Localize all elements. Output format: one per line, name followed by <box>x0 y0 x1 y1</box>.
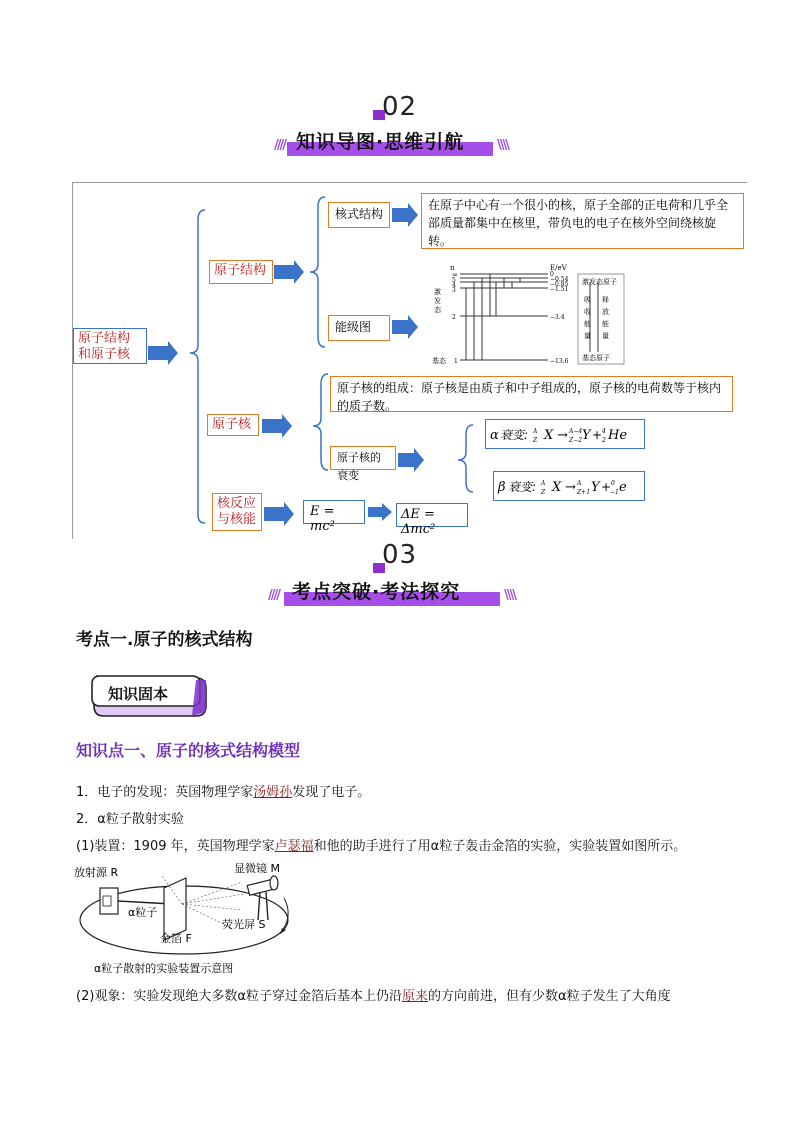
svg-text:−13.6: −13.6 <box>550 358 569 365</box>
node-atom-structure: 原子结构 <box>209 260 273 284</box>
mass-energy-formula: E = mc² <box>303 500 365 524</box>
svg-text:量: 量 <box>602 332 609 340</box>
svg-text:能: 能 <box>584 320 591 328</box>
section-number: 03 <box>382 540 418 570</box>
svg-text:−1: −1 <box>610 489 619 496</box>
slash-decoration-left: //// <box>274 138 285 153</box>
paragraph-line-3: (1)装置：1909 年，英国物理学家卢瑟福和他的助手进行了用α粒子轰击金箔的实验，实验装置如图所示。 <box>76 839 687 854</box>
node-energy-level: 能级图 <box>328 315 390 341</box>
svg-text:能: 能 <box>602 320 609 328</box>
svg-text:3: 3 <box>452 287 456 294</box>
nuclear-model-description: 在原子中心有一个很小的核，原子全部的正电荷和几乎全部质量都集中在核里，带负电的电子在核外空间绕核旋转。 <box>421 193 744 249</box>
svg-text:激发态原子: 激发态原子 <box>582 278 617 286</box>
alpha-decay-formula <box>485 419 645 449</box>
section-number: 02 <box>382 92 418 122</box>
label-screen: 荧光屏 S <box>222 918 266 931</box>
mass-energy-delta-formula: ΔE = Δmc² <box>396 503 468 527</box>
svg-text:∞: ∞ <box>452 271 458 279</box>
svg-text:收: 收 <box>584 308 591 316</box>
svg-text:Z+1: Z+1 <box>577 489 591 496</box>
svg-text:−0.54: −0.54 <box>550 276 569 283</box>
scattering-apparatus-figure <box>72 858 312 978</box>
slash-decoration-right: \\\\ <box>497 138 508 153</box>
svg-text:Z−2: Z−2 <box>569 437 583 444</box>
term-thomson: 汤姆孙 <box>253 785 293 800</box>
svg-text:X: X <box>544 428 554 443</box>
paragraph-line-4: (2)观象：实验发现绝大多数α粒子穿过金箔后基本上仍沿原来的方向前进，但有少数α粒子发生了大角度 <box>76 989 671 1004</box>
label-microscope: 显微镜 M <box>234 862 280 875</box>
slash-decoration-left: //// <box>268 588 279 603</box>
svg-text:1: 1 <box>454 358 458 365</box>
node-nuclear-reaction: 核反应与核能 <box>212 493 262 531</box>
svg-text:吸: 吸 <box>584 296 591 304</box>
svg-text:e: e <box>619 480 627 495</box>
svg-text:2: 2 <box>602 437 606 444</box>
energy-unit: E/eV <box>550 264 567 272</box>
section-title: 知识导图·思维引航 <box>296 131 465 153</box>
label-source: 放射源 R <box>74 866 119 879</box>
svg-text:−0.85: −0.85 <box>550 281 569 288</box>
mindmap-connectors <box>0 0 794 560</box>
svg-text:He: He <box>608 428 628 443</box>
label-alpha: α粒子 <box>128 906 158 919</box>
beta-decay-formula <box>493 471 645 501</box>
svg-text:量: 量 <box>584 332 591 340</box>
knowledge-point-heading: 知识点一、原子的核式结构模型 <box>76 741 301 760</box>
figure-caption: α粒子散射的实验装置示意图 <box>94 962 234 975</box>
svg-text:A−4: A−4 <box>569 428 583 435</box>
svg-text:Y: Y <box>582 428 591 443</box>
mindmap-root: 原子结构和原子核 <box>73 328 147 364</box>
label-foil: 金箔 F <box>160 932 192 945</box>
svg-text:4: 4 <box>452 282 456 289</box>
badge-label: 知识固本 <box>108 685 169 703</box>
svg-text:→: → <box>565 480 576 495</box>
svg-text:衰变:: 衰变: <box>508 480 537 494</box>
svg-text:−1.51: −1.51 <box>550 286 569 293</box>
svg-text:n: n <box>450 264 455 272</box>
svg-text:发: 发 <box>434 297 441 305</box>
svg-text:→: → <box>557 428 568 443</box>
paragraph-line-1: 1．电子的发现：英国物理学家汤姆孙发现了电子。 <box>76 785 371 800</box>
paragraph-line-2: 2．α粒子散射实验 <box>76 812 184 827</box>
svg-text:4: 4 <box>602 428 606 435</box>
svg-text:2: 2 <box>452 314 456 321</box>
topic-heading: 考点一.原子的核式结构 <box>76 630 253 650</box>
svg-text:激: 激 <box>434 288 441 296</box>
section-title: 考点突破·考法探究 <box>292 581 461 603</box>
node-nucleus: 原子核 <box>207 414 259 436</box>
energy-level-diagram <box>430 260 640 368</box>
svg-text:基态: 基态 <box>432 357 446 365</box>
svg-text:Z: Z <box>533 437 538 444</box>
node-nuclear-model: 核式结构 <box>328 202 390 228</box>
slash-decoration-right: \\\\ <box>504 588 515 603</box>
svg-text:基态原子: 基态原子 <box>582 354 610 362</box>
nucleus-composition: 原子核的组成：原子核是由质子和中子组成的，原子核的电荷数等于核内的质子数。 <box>330 376 733 412</box>
node-decay: 原子核的衰变 <box>330 446 396 470</box>
term-rutherford: 卢瑟福 <box>274 839 314 854</box>
svg-text:+: + <box>601 480 612 494</box>
svg-text:0: 0 <box>611 480 615 487</box>
svg-text:0: 0 <box>550 271 554 278</box>
svg-text:A: A <box>533 428 538 435</box>
svg-text:态: 态 <box>434 306 441 314</box>
svg-text:α: α <box>490 428 499 443</box>
svg-text:Z: Z <box>541 489 546 496</box>
svg-text:Y: Y <box>591 480 600 495</box>
svg-text:5: 5 <box>452 277 456 284</box>
svg-text:释: 释 <box>602 296 609 304</box>
svg-text:A: A <box>577 480 582 487</box>
svg-text:衰变:: 衰变: <box>500 428 529 442</box>
svg-text:A: A <box>541 480 546 487</box>
svg-text:−3.4: −3.4 <box>550 314 565 321</box>
term-original: 原来 <box>401 989 428 1004</box>
svg-text:+: + <box>592 428 603 442</box>
svg-text:β: β <box>498 480 506 495</box>
svg-text:放: 放 <box>602 308 609 316</box>
svg-text:X: X <box>552 480 562 495</box>
